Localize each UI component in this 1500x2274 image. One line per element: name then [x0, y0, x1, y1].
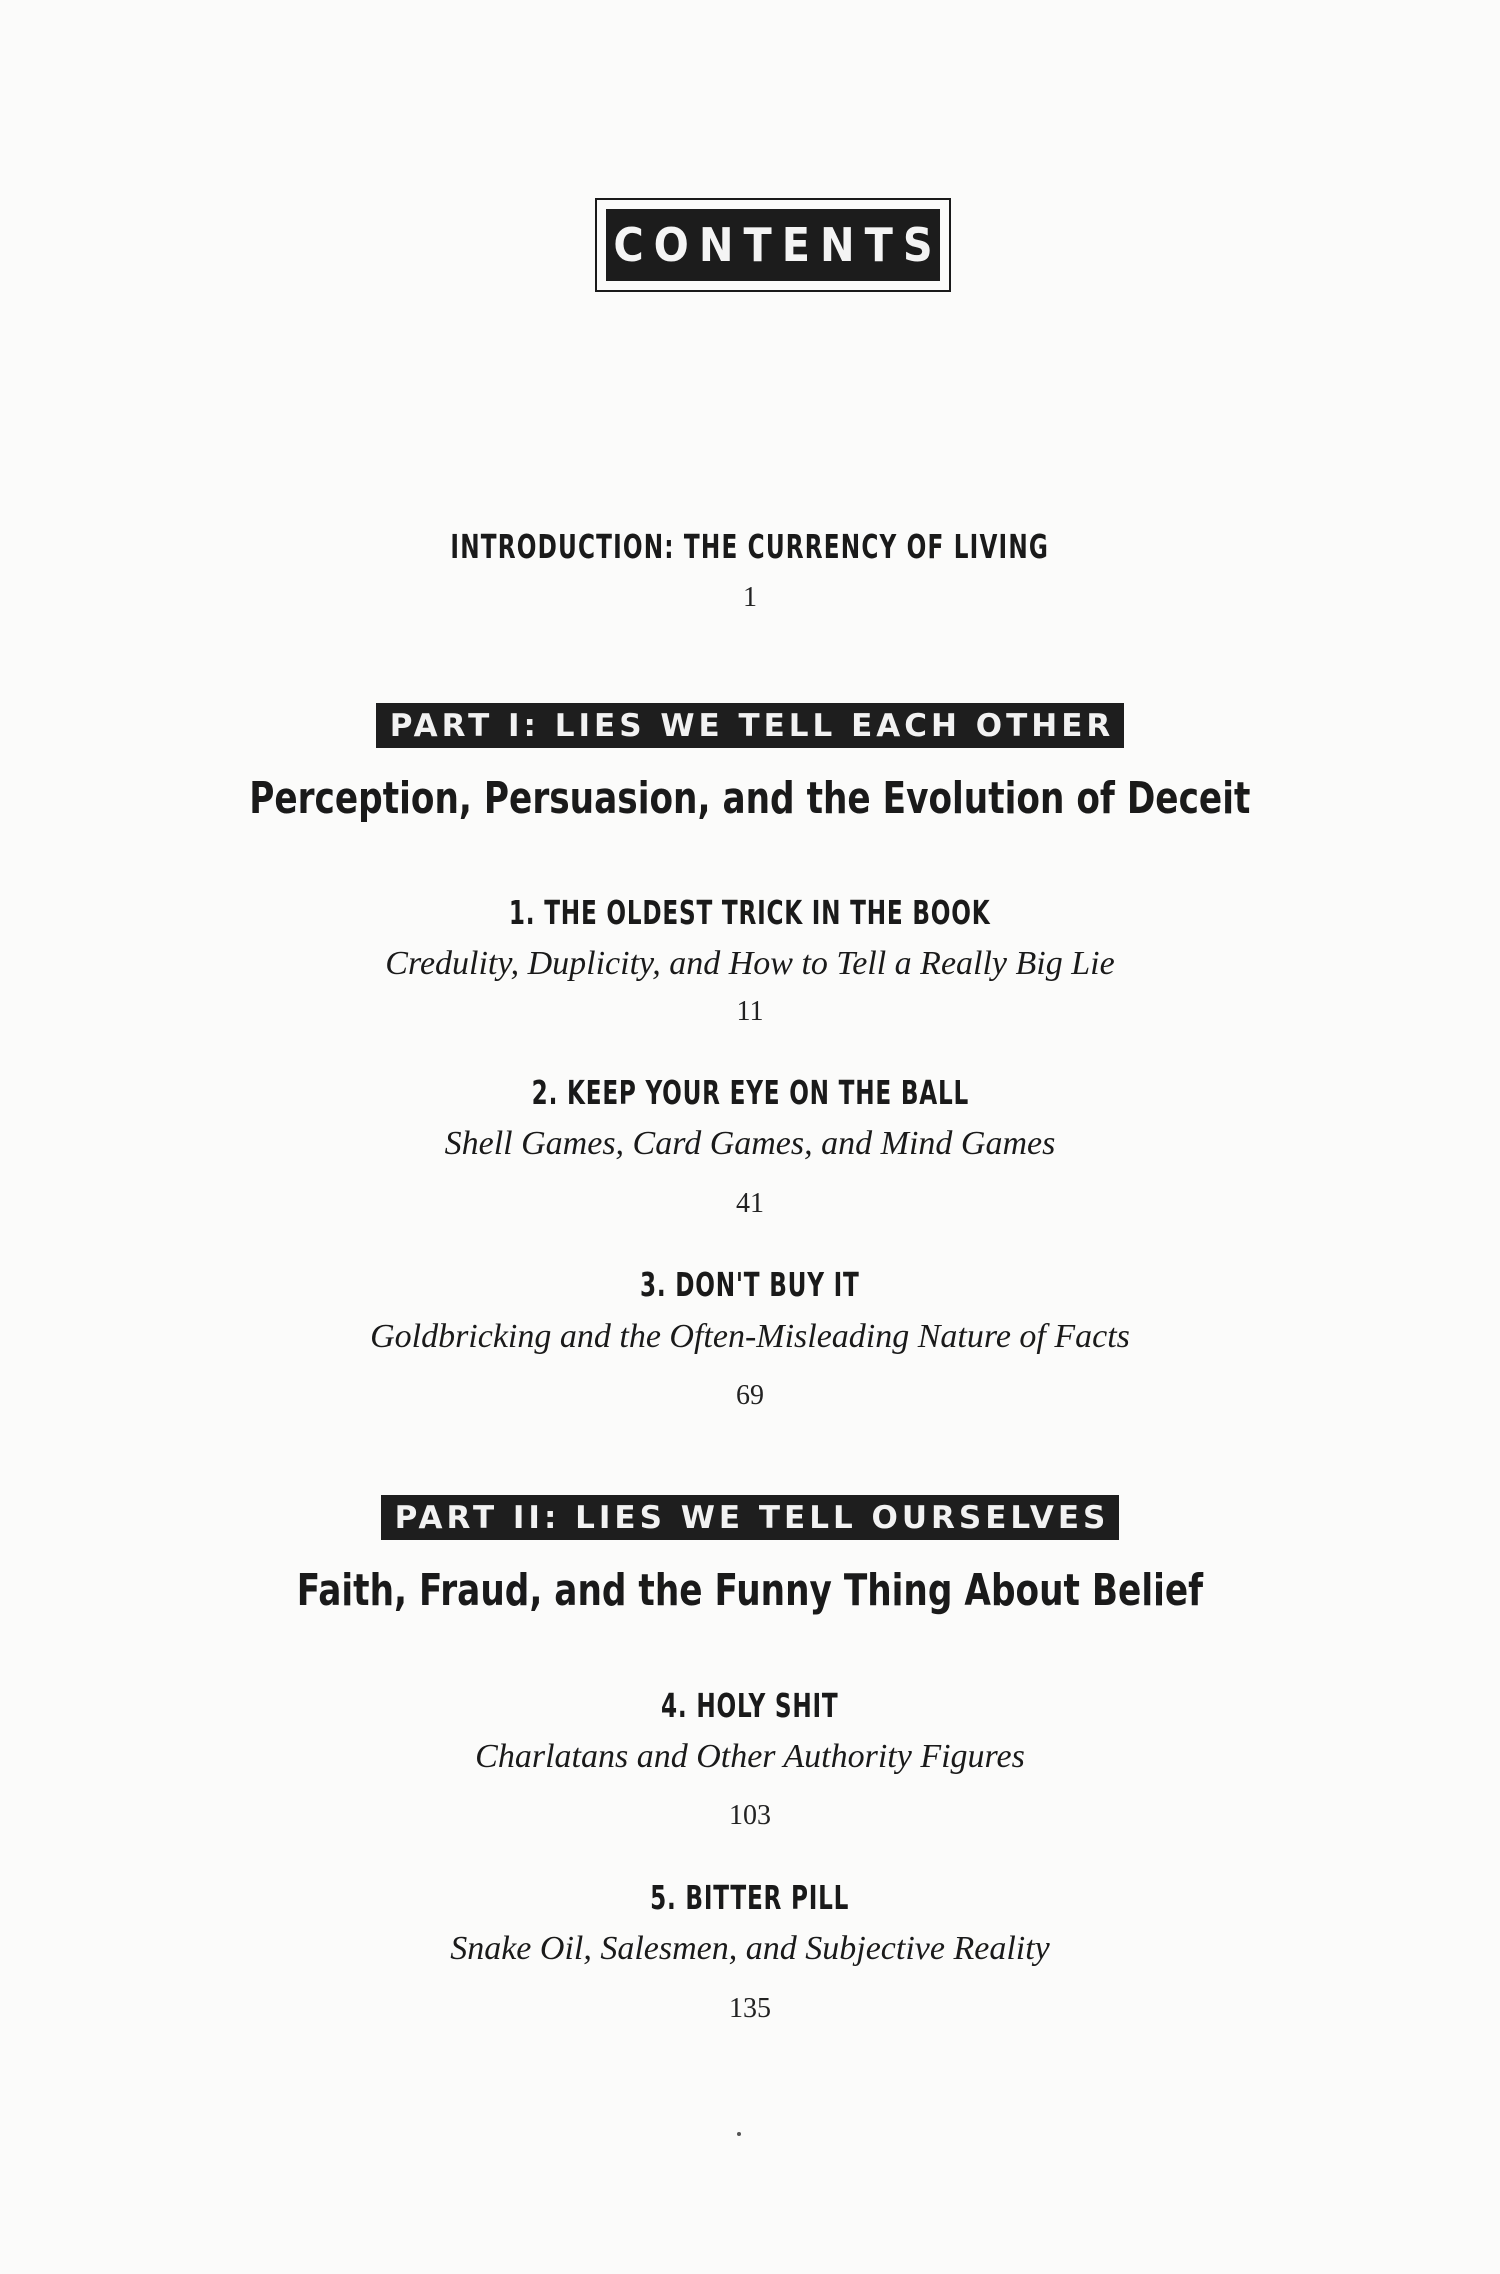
contents-header-frame: [595, 198, 951, 292]
chapter-3-subtitle: Goldbricking and the Often-Misleading Nature of Facts: [370, 1318, 1130, 1355]
print-speck: [737, 2132, 741, 2136]
introduction-page-number: 1: [743, 582, 757, 613]
introduction-title-text: INTRODUCTION: THE CURRENCY OF LIVING: [450, 527, 1050, 566]
chapter-3-title[interactable]: [0, 1265, 1500, 1304]
chapter-1-page-number: 11: [736, 996, 764, 1027]
part-2-subtitle: [0, 1565, 1500, 1616]
chapter-2-title-text: 2. KEEP YOUR EYE ON THE BALL: [531, 1073, 969, 1112]
chapter-5-title-text: 5. BITTER PILL: [650, 1878, 850, 1917]
part-1-subtitle: [0, 773, 1500, 824]
chapter-2-subtitle: Shell Games, Card Games, and Mind Games: [444, 1125, 1056, 1162]
chapter-4-subtitle: Charlatans and Other Authority Figures: [475, 1738, 1025, 1775]
chapter-3-page-number: 69: [736, 1380, 764, 1411]
contents-header-title: CONTENTS: [606, 209, 940, 281]
chapter-1-title[interactable]: [0, 893, 1500, 932]
part-1-banner[interactable]: PART I: LIES WE TELL EACH OTHER: [376, 703, 1125, 748]
chapter-4-title[interactable]: [0, 1686, 1500, 1725]
chapter-5-subtitle: Snake Oil, Salesmen, and Subjective Reality: [450, 1930, 1050, 1967]
part-1-subtitle-text: Perception, Persuasion, and the Evolution of Deceit: [249, 773, 1251, 824]
part-1-banner-row: [0, 703, 1500, 748]
chapter-2-title[interactable]: [0, 1073, 1500, 1112]
part-2-banner-row: [0, 1495, 1500, 1540]
part-2-subtitle-text: Faith, Fraud, and the Funny Thing About Belief: [296, 1565, 1204, 1616]
chapter-4-page-number: 103: [729, 1800, 771, 1831]
chapter-5-page-number: 135: [729, 1993, 771, 2024]
chapter-5-title[interactable]: [0, 1878, 1500, 1917]
chapter-1-title-text: 1. THE OLDEST TRICK IN THE BOOK: [509, 893, 991, 932]
chapter-3-title-text: 3. DON'T BUY IT: [640, 1265, 860, 1304]
chapter-1-subtitle: Credulity, Duplicity, and How to Tell a Really Big Lie: [385, 945, 1115, 982]
part-2-banner[interactable]: PART II: LIES WE TELL OURSELVES: [381, 1495, 1120, 1540]
chapter-2-page-number: 41: [736, 1188, 764, 1219]
chapter-4-title-text: 4. HOLY SHIT: [661, 1686, 839, 1725]
introduction-title[interactable]: [0, 527, 1500, 566]
